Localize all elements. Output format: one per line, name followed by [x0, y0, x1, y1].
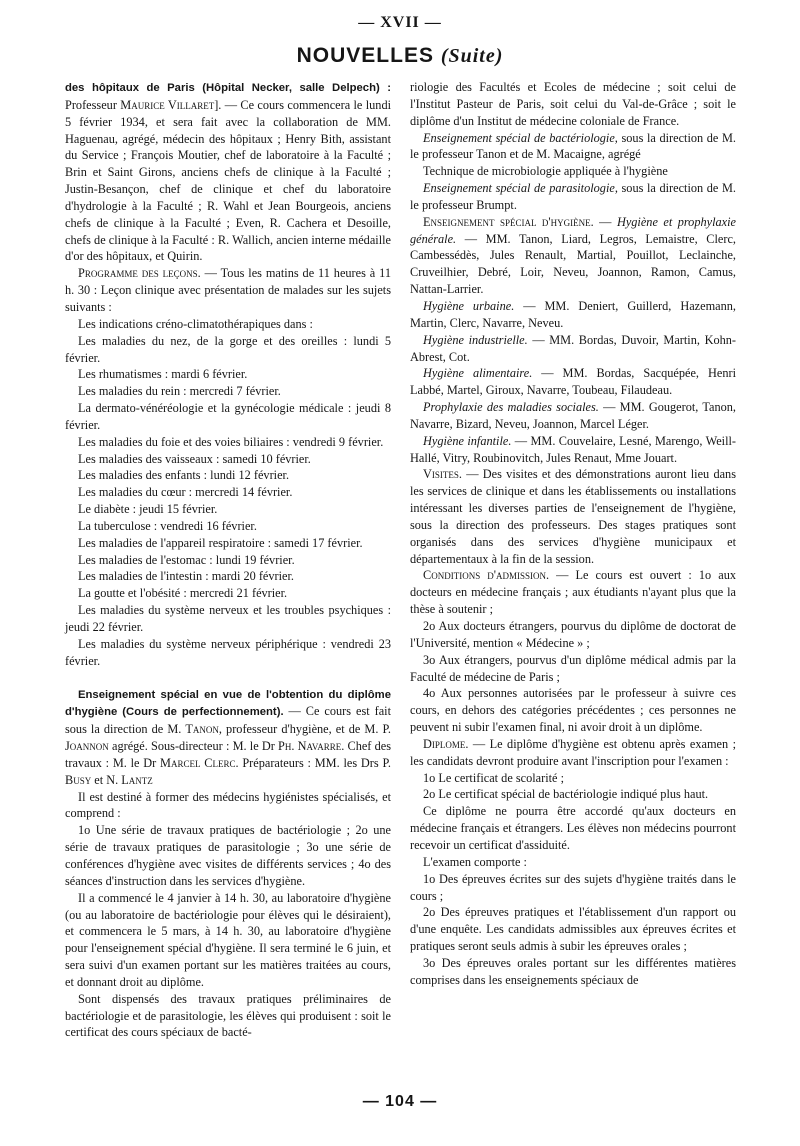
roman-page-number: — XVII —	[358, 14, 442, 31]
lesson-item: Les maladies du système nerveux périphérique : vendredi 23 février.	[65, 636, 391, 668]
paragraph-programme	[65, 265, 391, 316]
paragraph-dispenses: Sont dispensés des travaux pratiques préliminaires de bactériologie et de parasitologie, les élèves qui produisent : soit le certificat des cours spéciaux de bacté-	[65, 991, 391, 1040]
lesson-item: La dermato-vénéréologie et la gynécologie médicale : jeudi 8 février.	[65, 401, 391, 432]
lesson-item: Les maladies du système nerveux et les troubles psychiques : jeudi 22 février.	[65, 603, 391, 634]
text: — Tous les matins de 11 heures à 11 h. 30 : Leçon clinique avec présentation de malades sur les sujets suivants :	[65, 266, 392, 314]
paragraph-epreuves-ecrites: 1o Des épreuves écrites sur des sujets d'hygiène traités dans le cours ;	[410, 871, 736, 903]
bacteriologie-title: Enseignement spécial de bactériologie,	[423, 130, 618, 145]
lesson-item: Les maladies du rein : mercredi 7 février.	[78, 384, 281, 399]
text: — MM. Couvelaire, Lesné, Marengo, Weill-Hallé, Vitry, Roubinovitch, Jules Renaut, Mme Jouart.	[410, 433, 736, 465]
parasitologie-title: Enseignement spécial de parasitologie,	[423, 181, 618, 196]
name-clerc: Marcel Clerc	[160, 755, 236, 770]
text: — MM. Bordas, Sacquépée, Henri Labbé, Martel, Giroux, Navarre, Toubeau, Filaudeau.	[410, 366, 736, 398]
name-navarre: Ph. Navarre	[278, 739, 342, 754]
paragraph-diplome-accorde: Ce diplôme ne pourra être accordé qu'aux docteurs en médecine français et étrangers. Les élèves non médecins pourront recevoir un certificat d'assiduité.	[410, 804, 736, 852]
paragraph-continuation: riologie des Facultés et Ecoles de médecine ; soit celui de l'Institut Pasteur de Paris, soit celui du Val-de-Grâce ; soit le diplôme d'un Institut de médecine coloniale de France.	[410, 80, 736, 128]
paragraph-certificat-2: 2o Le certificat spécial de bactériologie indiqué plus haut.	[423, 787, 709, 802]
professor-name: Maurice Villaret	[120, 97, 215, 112]
lesson-item: La goutte et l'obésité : mercredi 21 février.	[78, 586, 288, 601]
enseignement-hygiene-label: Enseignement spécial d'hygiène.	[423, 214, 594, 229]
paragraph-hygiene-urbaine	[410, 298, 736, 332]
section-title-text: NOUVELLES	[296, 44, 434, 67]
section-title	[0, 44, 800, 68]
text: — MM. Tanon, Liard, Legros, Lemaistre, Clerc, Cambessédès, Jules Renault, Martial, Pouillot, Leclainche, Cruveilhier, Debré, Loir, Neveu, Joannon, Ramon, Camus, Nattan-Larrier.	[410, 231, 736, 297]
paragraph-hygiene-infantile	[410, 433, 736, 467]
hygiene-generale-title: Hygiène et prophylaxie générale.	[410, 214, 736, 246]
right-column	[410, 79, 736, 989]
paragraph-destine: Il est destiné à former des médecins hygiénistes spécialisés, et comprend :	[65, 789, 391, 821]
hygiene-industrielle-title: Hygiène industrielle.	[423, 332, 528, 347]
paragraph-course-intro	[65, 79, 391, 265]
lesson-item: Les indications créno-climatothérapiques dans :	[78, 316, 313, 331]
diplome-label: Diplome.	[423, 736, 469, 751]
paragraph-epreuves-pratiques: 2o Des épreuves pratiques et l'établissement d'un rapport ou d'une enquête. Les candidats admissibles aux épreuves écrites et pratiques seront seuls admis à subir les épreuves orales ;	[410, 905, 736, 954]
prophylaxie-title: Prophylaxie des maladies sociales.	[423, 400, 599, 415]
paragraph-hygiene-industrielle	[410, 332, 736, 366]
text: et N.	[91, 772, 122, 787]
text: — Ce cours est fait sous la direction de M.	[65, 704, 391, 737]
text: — MM. Gougerot, Tanon, Navarre, Bizard, Neveu, Joannon, Marcel Léger.	[410, 400, 736, 431]
text: , professeur d'hygiène, et de M. P.	[218, 722, 392, 737]
text: sous la direction de M. le professeur Tanon et de M. Macaigne, agrégé	[410, 130, 736, 162]
name-joannon: Joannon	[65, 739, 109, 754]
lesson-item: La tuberculose : vendredi 16 février.	[78, 518, 257, 533]
lessons-list	[65, 316, 391, 670]
lesson-item: Les maladies du cœur : mercredi 14 février.	[78, 485, 293, 500]
visites-label: Visites.	[423, 467, 462, 482]
conditions-label: Conditions d'admission.	[423, 568, 550, 583]
page-number: — 104 —	[362, 1093, 438, 1110]
paragraph-dates: Il a commencé le 4 janvier à 14 h. 30, au laboratoire d'hygiène (ou au laboratoire de bactériologie pour élèves qui le désiraient), et commencera le 5 mars, à 14 h. 30, au laboratoire d'hygiène pour l'enseignement spécial d'hygiène. Il sera terminé le 6 juin, et sera suivi d'un examen portant sur les matières traitées au cours, et donnant droit au diplôme.	[65, 890, 391, 989]
text: — MM. Bordas, Duvoir, Martin, Kohn-Abrest, Cot.	[410, 332, 736, 364]
spacer	[65, 670, 391, 686]
lesson-item: Les maladies du nez, de la gorge et des oreilles : lundi 5 février.	[65, 333, 391, 365]
enseignement-heading: Enseignement spécial en vue de l'obtention du diplôme d'hygiène (Cours de perfectionnement).	[65, 688, 391, 719]
paragraph-condition-2: 2o Aux docteurs étrangers, pourvus du diplôme de doctorat de l'Université, mention « Médecine » ;	[410, 619, 736, 650]
text: Professeur	[65, 97, 121, 112]
paragraph-conditions	[410, 567, 736, 618]
lesson-item: Les maladies des enfants : lundi 12 février.	[78, 468, 290, 483]
paragraph-certificat-1: 1o Le certificat de scolarité ;	[423, 770, 564, 785]
paragraph-parasitologie	[410, 180, 736, 214]
course-heading: des hôpitaux de Paris (Hôpital Necker, salle Delpech) :	[65, 82, 391, 94]
hygiene-alimentaire-title: Hygiène alimentaire.	[423, 366, 533, 381]
paragraph-examen: L'examen comporte :	[423, 854, 527, 869]
name-lantz: Lantz	[121, 772, 153, 787]
paragraph-diplome	[410, 736, 736, 770]
hygiene-urbaine-title: Hygiène urbaine.	[423, 298, 515, 313]
name-busy: Busy	[65, 772, 92, 787]
text: — Des visites et des démonstrations auront lieu dans les services de clinique et dans les établissements ou installations intéressant les diverses parties de l'enseignement de l'hygiène, sous la direction des professeurs. Des stages pratiques sont organisés dans des services d'hygiène municipaux et départementaux à la fin de la session.	[410, 467, 736, 566]
paragraph-epreuves-orales: 3o Des épreuves orales portant sur les différentes matières comprises dans les enseignements spéciaux de	[410, 955, 736, 987]
text: agrégé. Sous-directeur : M. le Dr	[108, 739, 279, 754]
lesson-item: Les maladies des vaisseaux : samedi 10 février.	[78, 451, 311, 466]
name-tanon: Tanon	[185, 722, 219, 737]
text: — Le diplôme d'hygiène est obtenu après examen ; les candidats devront produire avant l'inscription pour l'examen :	[410, 736, 736, 768]
section-title-suite: (Suite)	[440, 45, 504, 67]
paragraph-hygiene-alimentaire	[410, 365, 736, 399]
hygiene-infantile-title: Hygiène infantile.	[423, 433, 512, 448]
paragraph-enseignement	[65, 686, 391, 789]
paragraph-technique: Technique de microbiologie appliquée à l'hygiène	[423, 164, 668, 179]
paragraph-bacteriologie	[410, 130, 736, 164]
text: . Chef des travaux : M. le Dr	[65, 739, 391, 770]
paragraph-series: 1o Une série de travaux pratiques de bactériologie ; 2o une série de travaux pratiques de parasitologie ; 3o une série de conférences d'hygiène avec visites de différents services ; 4o des séances d'instruction dans les services d'hygiène.	[65, 823, 391, 888]
paragraph-prophylaxie	[410, 399, 736, 433]
lesson-item: Les rhumatismes : mardi 6 février.	[78, 367, 248, 382]
text: ]. — Ce cours commencera le lundi 5 février 1934, et sera fait avec la collaboration de MM. Haguenau, agrégé, médecin des hôpitaux ; Henry Bith, assistant du Service ; François Moutier, chef de laboratoire à la Faculté ; Brin et Saint Girons, anciens chefs de clinique à la Faculté ; Justin-Besançon, chef de clinique et chef du laboratoire d'hydrologie à la Faculté ; R. Wahl et Jean Bourgeois, anciens chefs de clinique à la Faculté ; Even, R. Cachera et Desoille, chefs de clinique à la Faculté : R. Wallich, ancien interne médaille d'or des hôpitaux, et Quirin.	[65, 97, 392, 264]
left-column	[65, 79, 391, 1041]
text: sous la direction de M. le professeur Brumpt.	[410, 181, 736, 212]
paragraph-hygiene-generale: Enseignement spécial d'hygiène. — Hygiène et prophylaxie générale. — MM. Tanon, Liard, Legros, Lemaistre, Clerc, Cambessédès, Jules Renault, Martial, Pouillot, Leclainche, Cruveilhier, Debré, Loir, Neveu, Joannon, Ramon, Camus, Nattan-Larrier.	[410, 214, 736, 297]
programme-label: Programme des leçons.	[78, 266, 201, 281]
text: . Préparateurs : MM. les Drs P.	[235, 755, 391, 770]
lesson-item: Les maladies de l'appareil respiratoire : samedi 17 février.	[78, 535, 363, 550]
paragraph-visites	[410, 466, 736, 567]
paragraph-condition-4: 4o Aux personnes autorisées par le professeur à suivre ces cours, en dehors des catégories précédentes ; ces personnes ne peuvent ni subir l'examen final, ni avoir droit à un diplôme.	[410, 686, 736, 735]
lesson-item: Le diabète : jeudi 15 février.	[78, 502, 218, 517]
lesson-item: Les maladies du foie et des voies biliaires : vendredi 9 février.	[78, 434, 384, 449]
lesson-item: Les maladies de l'intestin : mardi 20 février.	[78, 569, 294, 584]
text: — MM. Deniert, Guillerd, Hazemann, Martin, Clerc, Navarre, Neveu.	[410, 298, 736, 330]
paragraph-condition-3: 3o Aux étrangers, pourvus d'un diplôme médical admis par la Faculté de médecine de Paris ;	[410, 652, 736, 684]
lesson-item: Les maladies de l'estomac : lundi 19 février.	[78, 552, 295, 567]
text: — Le cours est ouvert : 1o aux docteurs en médecine français ; aux étudiants n'ayant plus que la thèse à soutenir ;	[410, 568, 736, 617]
